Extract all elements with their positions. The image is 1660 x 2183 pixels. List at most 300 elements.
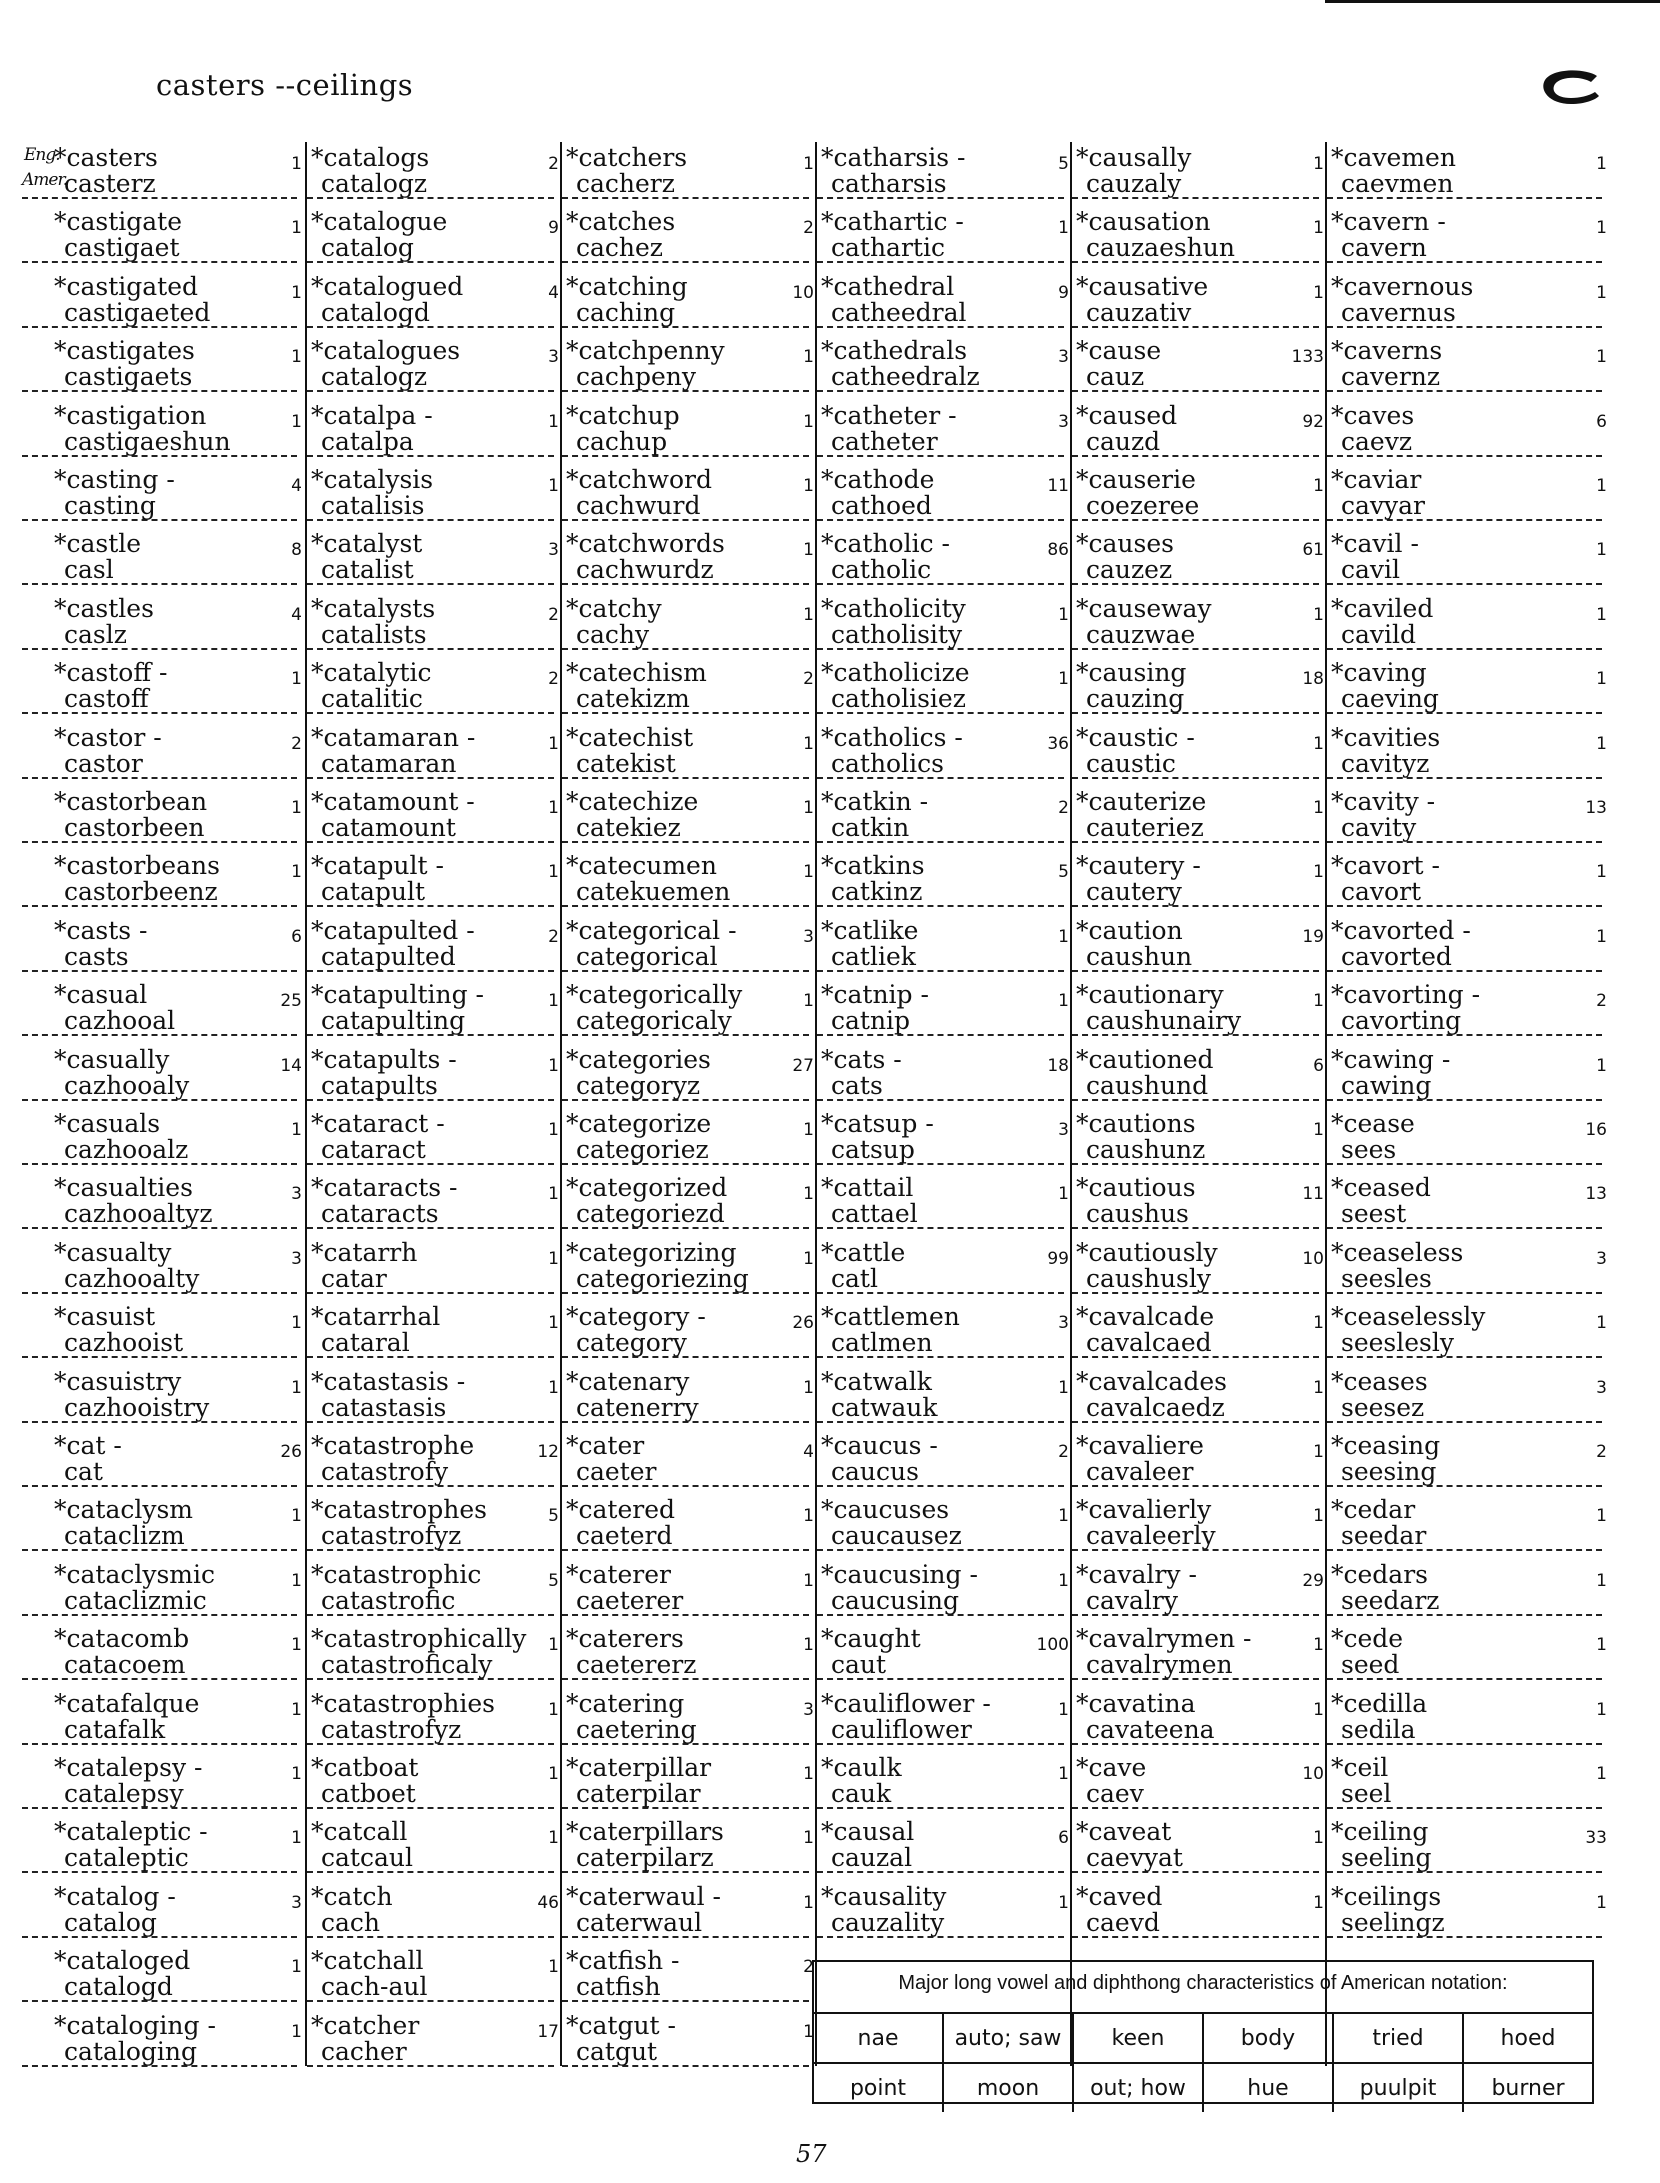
dictionary-entry [307, 1494, 562, 1558]
american-spelling: catboet [307, 1780, 554, 1809]
american-spelling: cauzaeshun [1072, 234, 1319, 263]
american-spelling: caushusly [1072, 1265, 1319, 1294]
american-spelling: cachez [562, 234, 809, 263]
american-spelling: cacherz [562, 170, 809, 199]
american-spelling: cavorting [1327, 1007, 1602, 1036]
dictionary-entry [22, 786, 305, 850]
frequency-count: 1 [803, 1377, 814, 1398]
american-spelling: cavil [1327, 556, 1602, 585]
dictionary-entry [562, 142, 817, 206]
english-word: *cavernous [1331, 271, 1474, 301]
english-word: *caterwaul - [566, 1881, 721, 1911]
american-spelling: seesez [1327, 1394, 1602, 1423]
american-spelling: cavityz [1327, 750, 1602, 779]
dictionary-entry [1327, 722, 1610, 786]
dictionary-entry [562, 722, 817, 786]
english-word: *catalog - [54, 1881, 176, 1911]
american-spelling: cathartic [817, 234, 1064, 263]
dictionary-entry [1327, 1237, 1610, 1301]
english-word: *caucuses [821, 1495, 950, 1525]
dictionary-entry [562, 464, 817, 528]
american-spelling: cauzd [1072, 428, 1319, 457]
english-word: *catwalk [821, 1366, 932, 1396]
american-spelling: cachwurd [562, 492, 809, 521]
frequency-count: 1 [1596, 282, 1607, 303]
dictionary-entry [22, 1945, 305, 2009]
legend-example-word: puulpit [1359, 2075, 1437, 2101]
frequency-count: 11 [1047, 476, 1069, 496]
frequency-count: 1 [1596, 347, 1607, 368]
english-word: *casually [54, 1044, 170, 1074]
english-word: *cavern - [1331, 207, 1446, 237]
amer-label: Amer. [22, 170, 68, 190]
frequency-count: 1 [803, 1248, 814, 1269]
english-word: *castigated [54, 271, 199, 301]
dictionary-entry [562, 786, 817, 850]
american-spelling: caucausez [817, 1522, 1064, 1551]
english-word: *castigate [54, 207, 183, 237]
frequency-count: 1 [1313, 991, 1324, 1012]
english-word: *ceilings [1331, 1881, 1442, 1911]
frequency-count: 3 [803, 926, 814, 947]
american-spelling: cavalcaedz [1072, 1394, 1319, 1423]
frequency-count: 2 [803, 669, 814, 690]
frequency-count: 1 [1596, 669, 1607, 690]
english-word: *catalysts [311, 593, 436, 623]
english-word: *caterers [566, 1624, 684, 1654]
english-word: *cathedral [821, 271, 955, 301]
american-spelling: cauliflower [817, 1716, 1064, 1745]
american-spelling: caevd [1072, 1909, 1319, 1938]
frequency-count: 1 [1313, 476, 1324, 496]
frequency-count: 1 [548, 862, 559, 883]
american-spelling: caustic [1072, 750, 1319, 779]
american-spelling: caushus [1072, 1200, 1319, 1229]
dictionary-entry [1327, 1430, 1610, 1494]
american-spelling: cachy [562, 621, 809, 650]
dictionary-entry [817, 1366, 1072, 1430]
frequency-count: 1 [291, 1313, 302, 1334]
frequency-count: 5 [1058, 862, 1069, 883]
dictionary-entry [562, 335, 817, 399]
american-spelling: cauzality [817, 1909, 1064, 1938]
english-word: *causation [1076, 207, 1211, 237]
dictionary-entry [307, 593, 562, 657]
english-word: *cedars [1331, 1559, 1428, 1589]
frequency-count: 1 [803, 733, 814, 754]
frequency-count: 1 [803, 1184, 814, 1205]
frequency-count: 3 [1058, 411, 1069, 432]
frequency-count: 4 [548, 282, 559, 303]
frequency-count: 1 [548, 1764, 559, 1784]
frequency-count: 1 [1313, 1699, 1324, 1720]
dictionary-entry [1072, 142, 1327, 206]
american-spelling: caching [562, 299, 809, 328]
english-word: *catastrophically [311, 1624, 527, 1654]
american-spelling: caushunz [1072, 1136, 1319, 1165]
dictionary-entry [22, 206, 305, 270]
american-spelling: caeterer [562, 1587, 809, 1616]
dictionary-entry [1327, 464, 1610, 528]
frequency-count: 1 [803, 604, 814, 625]
dictionary-entry [817, 528, 1072, 592]
american-spelling: cacher [307, 2038, 554, 2067]
dictionary-entry [1327, 400, 1610, 464]
english-word: *cautioned [1076, 1044, 1214, 1074]
english-word: *cataloging - [54, 2010, 216, 2040]
frequency-count: 1 [291, 282, 302, 303]
english-word: *catalyst [311, 529, 423, 559]
frequency-count: 100 [1036, 1635, 1069, 1656]
english-word: *caves [1331, 400, 1415, 430]
english-word: *causerie [1076, 465, 1196, 494]
dictionary-entry [22, 1559, 305, 1623]
american-spelling: cauzal [817, 1844, 1064, 1873]
frequency-count: 1 [1313, 1442, 1324, 1462]
english-word: *catchpenny [566, 336, 725, 366]
american-spelling: casting [22, 492, 297, 521]
frequency-count: 1 [548, 733, 559, 754]
legend-example-word: body [1240, 2025, 1296, 2051]
frequency-count: 1 [1596, 1570, 1607, 1591]
frequency-count: 1 [291, 1570, 302, 1591]
dictionary-entry [22, 722, 305, 786]
english-word: *cataclysmic [54, 1559, 216, 1589]
frequency-count: 1 [1058, 669, 1069, 690]
frequency-count: 1 [291, 347, 302, 368]
dictionary-entry [562, 1688, 817, 1752]
english-word: *catalepsy - [54, 1753, 203, 1782]
frequency-count: 4 [803, 1442, 814, 1462]
english-word: *cavatina [1076, 1688, 1196, 1718]
english-word: *catchwords [566, 529, 725, 559]
dictionary-entry [307, 1044, 562, 1108]
english-word: *cat - [54, 1431, 122, 1460]
dictionary-entry [562, 657, 817, 721]
dictionary-entry [1072, 335, 1327, 399]
english-word: *catholics - [821, 722, 963, 752]
english-word: *catenary [566, 1366, 690, 1396]
english-word: *cathedrals [821, 336, 968, 366]
frequency-count: 12 [537, 1442, 559, 1462]
english-word: *catastrophic [311, 1559, 482, 1589]
dictionary-entry [1327, 1108, 1610, 1172]
top-rule [1325, 0, 1660, 3]
english-word: *catalytic [311, 658, 432, 688]
dictionary-entry [817, 915, 1072, 979]
english-word: *cavities [1331, 722, 1441, 752]
english-word: *cavalrymen - [1076, 1624, 1252, 1654]
legend-example-word: moon [976, 2075, 1040, 2101]
english-word: *causal [821, 1817, 915, 1847]
american-spelling: cachup [562, 428, 809, 457]
frequency-count: 1 [548, 1957, 559, 1978]
american-spelling: cauzing [1072, 685, 1319, 714]
american-spelling: categorical [562, 943, 809, 972]
english-word: *catarrh [311, 1237, 418, 1267]
frequency-count: 3 [1058, 1120, 1069, 1140]
legend-cell [944, 2014, 1074, 2062]
dictionary-entry [1072, 206, 1327, 270]
dictionary-entry [307, 1688, 562, 1752]
english-word: *catkin - [821, 787, 929, 816]
english-word: *ceil [1331, 1753, 1389, 1782]
american-spelling: caucus [817, 1458, 1064, 1487]
english-word: *casual [54, 980, 148, 1010]
american-spelling: cavity [1327, 814, 1602, 843]
frequency-count: 1 [1313, 1120, 1324, 1140]
english-word: *causality [821, 1881, 947, 1911]
legend-example-word: out; how [1090, 2075, 1186, 2101]
english-word: *catalogs [311, 143, 430, 172]
vowel-legend [812, 1960, 1594, 2104]
dictionary-entry [562, 1237, 817, 1301]
american-spelling: caeter [562, 1458, 809, 1487]
american-spelling: cazhooal [22, 1007, 297, 1036]
frequency-count: 1 [1596, 604, 1607, 625]
american-spelling: catekiez [562, 814, 809, 843]
english-word: *catkins [821, 851, 925, 881]
frequency-count: 1 [548, 1635, 559, 1656]
american-spelling: caslz [22, 621, 297, 650]
dictionary-entry [562, 206, 817, 270]
american-spelling: catalogd [307, 299, 554, 328]
dictionary-entry [817, 979, 1072, 1043]
american-spelling: cavorted [1327, 943, 1602, 972]
american-spelling: cavernz [1327, 363, 1602, 392]
american-spelling: catnip [817, 1007, 1064, 1036]
dictionary-entry [817, 1881, 1072, 1945]
english-word: *caulk [821, 1753, 902, 1782]
legend-title: Major long vowel and diphthong characteristics of American notation: [814, 1962, 1592, 2014]
american-spelling: seed [1327, 1651, 1602, 1680]
american-spelling: catkin [817, 814, 1064, 843]
dictionary-entry [1327, 335, 1610, 399]
dictionary-entry [562, 850, 817, 914]
english-word: *caught [821, 1624, 921, 1654]
american-spelling: catamaran [307, 750, 554, 779]
english-word: *causative [1076, 271, 1209, 301]
dictionary-entry [1327, 1688, 1610, 1752]
american-spelling: cathoed [817, 492, 1064, 521]
english-word: *catamaran - [311, 722, 476, 752]
dictionary-entry [1072, 1752, 1327, 1816]
american-spelling: seeling [1327, 1844, 1602, 1873]
frequency-count: 1 [291, 1377, 302, 1398]
dictionary-entry [562, 528, 817, 592]
american-spelling: cat [22, 1458, 297, 1487]
dictionary-entry [307, 850, 562, 914]
frequency-count: 1 [291, 1699, 302, 1720]
english-word: *castoff - [54, 658, 168, 688]
legend-example-word: nae [857, 2025, 899, 2051]
american-spelling: cavalrymen [1072, 1651, 1319, 1680]
frequency-count: 1 [548, 1184, 559, 1205]
english-word: *catalogue [311, 207, 448, 237]
american-spelling: caetererz [562, 1651, 809, 1680]
frequency-count: 1 [803, 1764, 814, 1784]
american-spelling: cataclizmic [22, 1587, 297, 1616]
frequency-count: 1 [548, 1120, 559, 1140]
english-word: *cedilla [1331, 1688, 1428, 1718]
english-word: *catafalque [54, 1688, 200, 1718]
dictionary-entry [1327, 528, 1610, 592]
english-word: *caucus - [821, 1431, 938, 1460]
frequency-count: 1 [291, 1828, 302, 1849]
english-word: *catapult - [311, 851, 444, 881]
english-word: *catechize [566, 787, 699, 816]
american-spelling: cataloging [22, 2038, 297, 2067]
english-word: *catnip - [821, 980, 929, 1010]
frequency-count: 3 [291, 1248, 302, 1269]
english-word: *cause [1076, 336, 1162, 366]
english-word: *caucusing - [821, 1559, 978, 1589]
english-word: *catgut - [566, 2010, 676, 2040]
frequency-count: 2 [1596, 991, 1607, 1012]
english-word: *caterer [566, 1559, 671, 1589]
dictionary-entry [1072, 1494, 1327, 1558]
american-spelling: seesing [1327, 1458, 1602, 1487]
english-word: *castigates [54, 336, 195, 366]
dictionary-entry [1327, 1494, 1610, 1558]
american-spelling: caterpilar [562, 1780, 809, 1809]
legend-example-word: keen [1111, 2025, 1165, 2051]
english-word: *cede [1331, 1624, 1404, 1654]
english-word: *cautious [1076, 1173, 1196, 1203]
english-word: *catapulted - [311, 915, 475, 945]
dictionary-entry [307, 1945, 562, 2009]
american-spelling: catalog [22, 1909, 297, 1938]
dictionary-entry [307, 1881, 562, 1945]
dictionary-entry [562, 1816, 817, 1880]
american-spelling: caeving [1327, 685, 1602, 714]
english-word: *caused [1076, 400, 1178, 430]
english-word: *cataloged [54, 1946, 191, 1976]
dictionary-entry [817, 786, 1072, 850]
dictionary-entry [307, 142, 562, 206]
english-word: *cautionary [1076, 980, 1224, 1010]
frequency-count: 1 [803, 2021, 814, 2042]
frequency-count: 1 [291, 798, 302, 818]
legend-cell [1074, 2014, 1204, 2062]
english-word: *ceases [1331, 1366, 1428, 1396]
dictionary-column-6 [1325, 142, 1610, 2066]
american-spelling: categoriezd [562, 1200, 809, 1229]
american-spelling: catacoem [22, 1651, 297, 1680]
legend-example-word: hue [1247, 2075, 1289, 2101]
american-spelling: catafalk [22, 1716, 297, 1745]
frequency-count: 1 [291, 1764, 302, 1784]
dictionary-entry [1072, 786, 1327, 850]
frequency-count: 11 [1302, 1184, 1324, 1205]
american-spelling: castigaet [22, 234, 297, 263]
english-word: *catharsis - [821, 143, 966, 172]
dictionary-entry [817, 1172, 1072, 1236]
american-spelling: cavernus [1327, 299, 1602, 328]
dictionary-entry [1072, 1623, 1327, 1687]
dictionary-entry [1327, 979, 1610, 1043]
american-spelling: catapult [307, 878, 554, 907]
american-spelling: catalogd [22, 1973, 297, 2002]
american-spelling: casterz [22, 170, 297, 199]
frequency-count: 1 [1596, 154, 1607, 174]
american-spelling: cavaleer [1072, 1458, 1319, 1487]
frequency-count: 1 [291, 2021, 302, 2042]
american-spelling: catwauk [817, 1394, 1064, 1423]
american-spelling: cazhooalty [22, 1265, 297, 1294]
legend-cell [814, 2064, 944, 2112]
american-spelling: catheedral [817, 299, 1064, 328]
english-word: *catchword [566, 465, 712, 494]
english-word: *casuistry [54, 1366, 182, 1396]
english-word: *categorically [566, 980, 743, 1010]
english-word: *catches [566, 207, 676, 237]
english-word: *catfish - [566, 1946, 680, 1976]
dictionary-entry [1072, 1366, 1327, 1430]
american-spelling: cach-aul [307, 1973, 554, 2002]
dictionary-entry [562, 1945, 817, 2009]
american-spelling: cataleptic [22, 1844, 297, 1873]
american-spelling: cavalry [1072, 1587, 1319, 1616]
american-spelling: cazhooist [22, 1329, 297, 1358]
dictionary-entry [1327, 1816, 1610, 1880]
dictionary-column-4 [815, 142, 1072, 2066]
frequency-count: 2 [291, 733, 302, 754]
dictionary-entry [817, 1044, 1072, 1108]
legend-example-word: point [849, 2075, 907, 2101]
dictionary-entry [1327, 142, 1610, 206]
frequency-count: 1 [803, 1828, 814, 1849]
frequency-count: 2 [803, 1957, 814, 1978]
english-word: *causing [1076, 658, 1187, 688]
dictionary-entry [307, 979, 562, 1043]
american-spelling: seeslesly [1327, 1329, 1602, 1358]
dictionary-entry [22, 657, 305, 721]
english-word: *catalogued [311, 271, 464, 301]
english-word: *cataract - [311, 1109, 445, 1138]
frequency-count: 1 [291, 218, 302, 239]
frequency-count: 99 [1047, 1248, 1069, 1269]
dictionary-entry [22, 850, 305, 914]
frequency-count: 1 [291, 1506, 302, 1527]
american-spelling: cavalcaed [1072, 1329, 1319, 1358]
dictionary-entry [22, 1623, 305, 1687]
english-word: *cataracts - [311, 1173, 458, 1203]
english-word: *cattlemen [821, 1302, 960, 1332]
page-number: 57 [796, 2140, 827, 2168]
american-spelling: catholics [817, 750, 1064, 779]
dictionary-entry [817, 1108, 1072, 1172]
american-spelling: cavaleerly [1072, 1522, 1319, 1551]
dictionary-entry [817, 1688, 1072, 1752]
american-spelling: cazhooalz [22, 1136, 297, 1165]
dictionary-entry [817, 850, 1072, 914]
frequency-count: 2 [548, 669, 559, 690]
english-word: *cavity - [1331, 787, 1436, 816]
frequency-count: 2 [548, 154, 559, 174]
dictionary-entry [562, 1108, 817, 1172]
english-word: *categorize [566, 1109, 712, 1138]
dictionary-entry [307, 786, 562, 850]
dictionary-entry [1072, 1044, 1327, 1108]
frequency-count: 1 [1058, 1764, 1069, 1784]
english-word: *catalogues [311, 336, 461, 366]
american-spelling: cattael [817, 1200, 1064, 1229]
frequency-count: 1 [1058, 1377, 1069, 1398]
dictionary-entry [1072, 271, 1327, 335]
english-word: *cauterize [1076, 787, 1207, 816]
legend-cell [814, 2014, 944, 2062]
